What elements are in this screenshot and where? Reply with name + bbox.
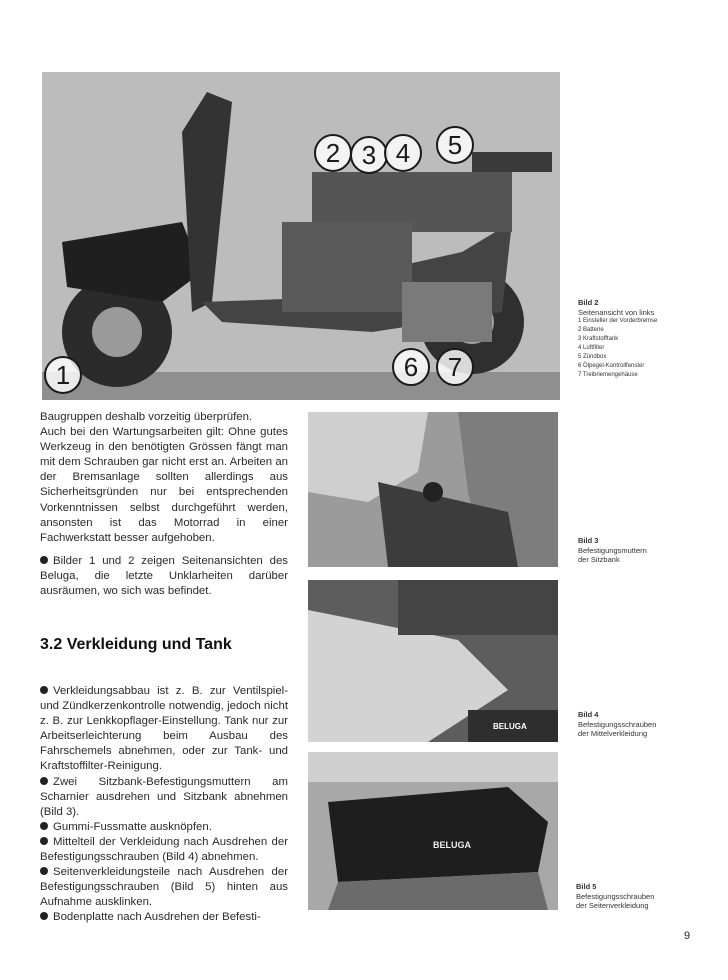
legend-item-2: 2 Batterie <box>578 326 604 333</box>
figure2-caption <box>578 298 718 380</box>
figure4-caption-line1: Befestigungsschrauben <box>578 719 657 729</box>
seat-nuts-drawing <box>308 412 558 567</box>
bullet-dot <box>40 867 48 875</box>
legend-item-7: 7 Treibriemengehäuse <box>578 371 638 378</box>
bullet-item-3 <box>40 820 288 835</box>
figure3-caption-title: Bild 3 <box>578 536 599 545</box>
section-heading: 3.2 Verkleidung und Tank <box>40 636 232 653</box>
seat-nuts-photo <box>308 412 558 567</box>
bullet-dot <box>40 837 48 845</box>
callout-1: 1 <box>44 356 82 394</box>
legend-item-6: 6 Ölpegel-Kontrollfenster <box>578 362 645 369</box>
callout-5: 5 <box>436 126 474 164</box>
center-panel-screws-photo <box>308 580 558 742</box>
scooter-side-view-photo <box>42 72 560 400</box>
bullet-item-1 <box>40 684 288 775</box>
callout-3: 3 <box>350 136 388 174</box>
paragraph-3 <box>40 554 288 599</box>
figure3-caption <box>578 536 708 565</box>
figure4-caption <box>578 710 708 739</box>
figure4-caption-title: Bild 4 <box>578 710 599 719</box>
bullet-item-5-text: Seitenverkleidungsteile nach Ausdrehen der Befestigungsschrauben (Bild 5) hinten aus Aufnahme ausklinken. <box>40 866 288 909</box>
legend-item-3: 3 Kraftstofftank <box>578 335 619 342</box>
figure3-caption-line2: der Sitzbank <box>578 555 620 564</box>
callout-4: 4 <box>384 134 422 172</box>
bullet-item-6-text: Bodenplatte nach Ausdrehen der Befesti- <box>53 911 261 924</box>
bullet-dot <box>40 686 48 694</box>
callout-6: 6 <box>392 348 430 386</box>
section-text <box>40 684 288 926</box>
paragraph-1: Baugruppen deshalb vorzeitig überprüfen. <box>40 411 253 423</box>
side-panel-screws-photo <box>308 752 558 910</box>
figure3-caption-line1: Befestigungsmuttern <box>578 545 647 555</box>
side-panel-drawing <box>308 752 558 910</box>
callout-7: 7 <box>436 348 474 386</box>
figure5-caption-title: Bild 5 <box>576 882 597 891</box>
legend-item-5: 5 Zündbox <box>578 353 607 360</box>
bullet-dot <box>40 777 48 785</box>
intro-text <box>40 410 288 599</box>
center-panel-drawing <box>308 580 558 742</box>
paragraph-2: Auch bei den Wartungsarbeiten gilt: Ohne gutes Werkzeug in den benötigten Grössen fängt man mit dem Schrauben gar nicht erst an. Arbeiten an der Bremsanlage sollten allerdings aus Sicherheitsgründen nur bei entsprechenden Vorkenntnissen selbst durchgeführt werden, ansonsten ist das Motorrad in einer Fachwerkstatt besser aufgehoben. <box>40 426 288 544</box>
beluga-badge-fig5: BELUGA <box>433 840 471 850</box>
beluga-badge-fig4: BELUGA <box>493 722 527 731</box>
bullet-dot <box>40 912 48 920</box>
bullet-item-6 <box>40 910 288 925</box>
figure5-caption <box>576 882 716 911</box>
bullet-item-2 <box>40 775 288 820</box>
bullet-item-4-text: Mittelteil der Verkleidung nach Ausdrehen der Befestigungsschrauben (Bild 4) abnehmen. <box>40 835 288 864</box>
figure5-caption-line2: der Seitenverkleidung <box>576 901 649 910</box>
bullet-dot <box>40 556 48 564</box>
figure2-caption-title: Bild 2 <box>578 298 599 307</box>
legend-item-4: 4 Luftfilter <box>578 344 605 351</box>
bullet-item-5 <box>40 865 288 910</box>
page-number: 9 <box>684 930 691 942</box>
bullet-item-4 <box>40 835 288 865</box>
figure5-caption-line1: Befestigungsschrauben <box>576 891 655 901</box>
callout-2: 2 <box>314 134 352 172</box>
bullet-dot <box>40 822 48 830</box>
bullet-item-2-text: Zwei Sitzbank-Befestigungsmuttern am Scharnier ausdrehen und Sitzbank abnehmen (Bild 3). <box>40 775 288 818</box>
figure2-caption-subtitle: Seitenansicht von links <box>578 307 655 317</box>
bullet-item-3-text: Gummi-Fussmatte ausknöpfen. <box>53 820 212 833</box>
bullet-item-1-text: Verkleidungsabbau ist z. B. zur Ventilspiel- und Zündkerzenkontrolle notwendig, jedoch nicht z. B. zur Lenkkopflager-Einstellung. Tank nur zur Arbeitserleichterung beim Ausbau des Fahrschemels abnehmen, oder zur Tank- und Kraftstoffilter-Reinigung. <box>40 685 288 773</box>
scooter-side-view-drawing <box>42 72 560 400</box>
paragraph-3-text: Bilder 1 und 2 zeigen Seitenansichten des Beluga, die letzte Unklarheiten darüber ausräumen, wo sich was befindet. <box>40 554 288 598</box>
legend-item-1: 1 Einsteller der Vorderbremse <box>578 317 658 324</box>
figure4-caption-line2: der Mittelverkleidung <box>578 729 648 738</box>
